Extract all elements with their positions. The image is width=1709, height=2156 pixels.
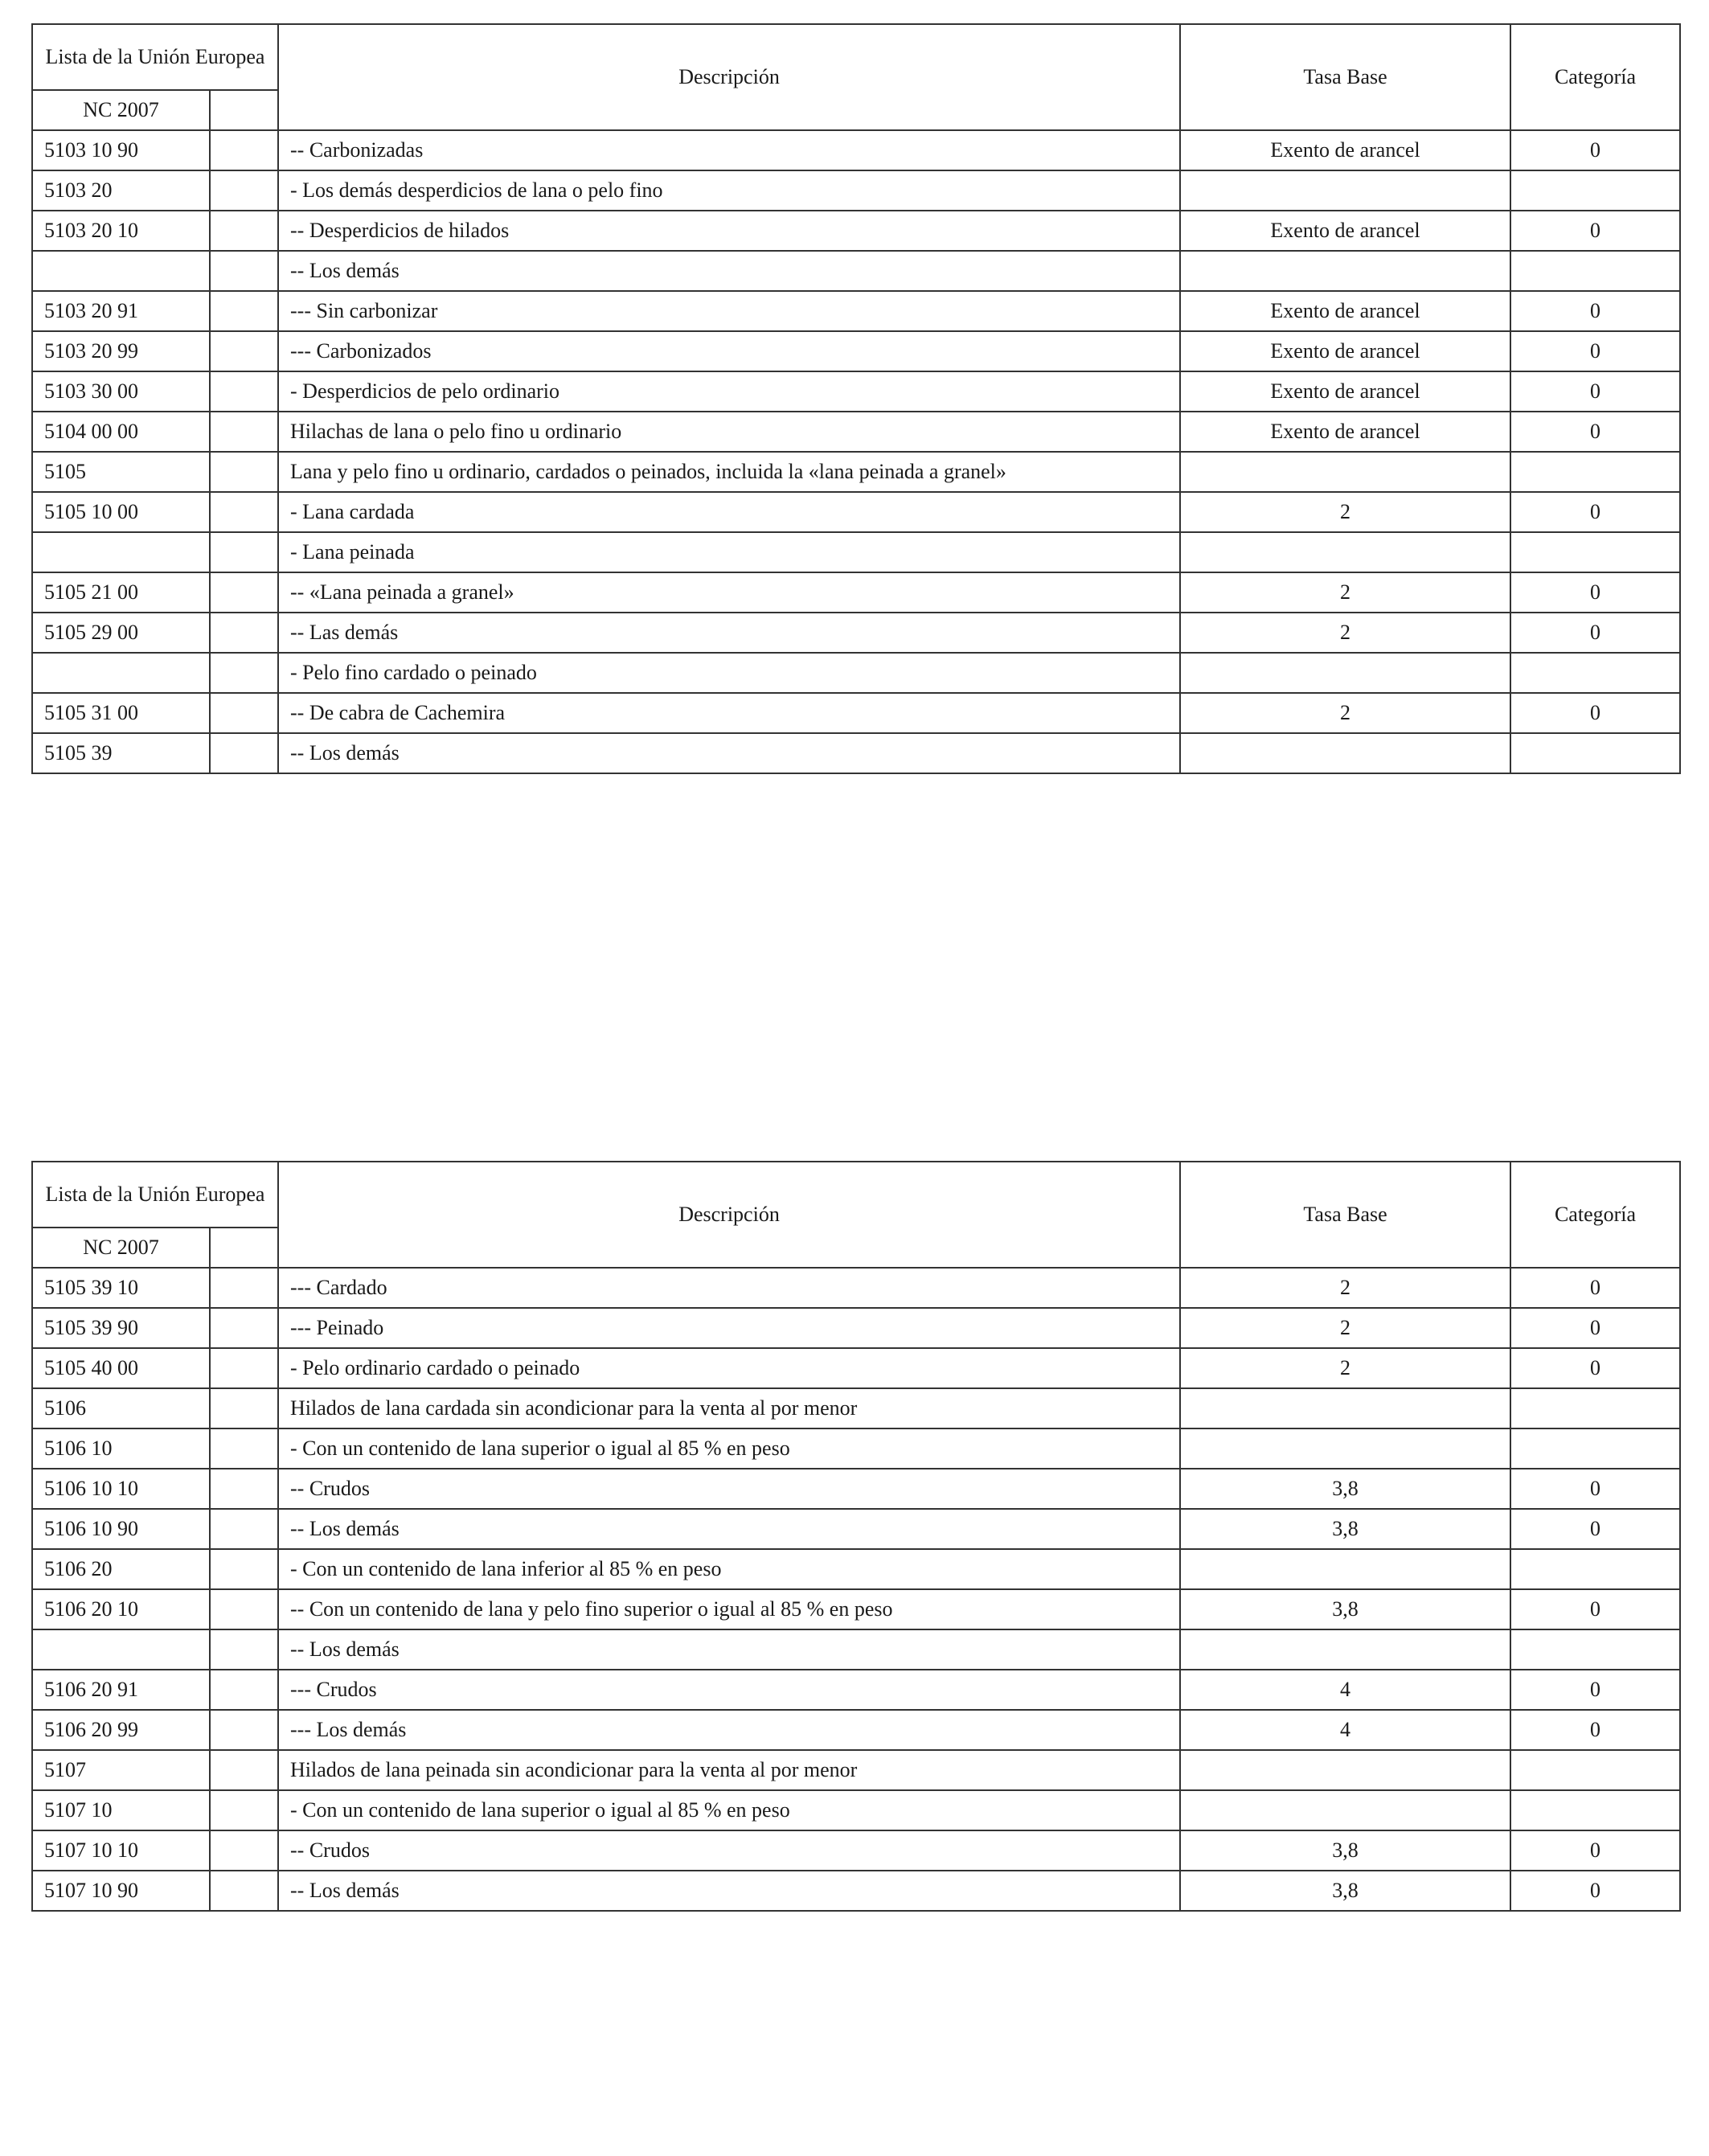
category-cell xyxy=(1510,1629,1680,1670)
description-cell: -- Los demás xyxy=(278,1509,1180,1549)
base-rate-header: Tasa Base xyxy=(1180,1162,1510,1268)
code-cell: 5103 10 90 xyxy=(32,130,210,170)
base-rate-cell: Exento de arancel xyxy=(1180,412,1510,452)
spacer-cell xyxy=(210,492,278,532)
base-rate-cell xyxy=(1180,733,1510,773)
code-cell: 5105 39 xyxy=(32,733,210,773)
description-cell: - Pelo ordinario cardado o peinado xyxy=(278,1348,1180,1388)
nc-2007-header: NC 2007 xyxy=(32,1228,210,1268)
spacer-cell xyxy=(210,1469,278,1509)
category-cell: 0 xyxy=(1510,1871,1680,1911)
category-cell: 0 xyxy=(1510,1830,1680,1871)
spacer-cell xyxy=(210,1629,278,1670)
category-cell: 0 xyxy=(1510,1710,1680,1750)
spacer-cell xyxy=(210,331,278,371)
spacer-cell xyxy=(210,693,278,733)
empty-header-cell xyxy=(210,1228,278,1268)
table-row xyxy=(32,1268,1680,1308)
description-cell: --- Crudos xyxy=(278,1670,1180,1710)
header-row xyxy=(32,24,1680,90)
category-header: Categoría xyxy=(1510,1162,1680,1268)
table-row xyxy=(32,532,1680,572)
spacer-cell xyxy=(210,1348,278,1388)
base-rate-cell xyxy=(1180,1790,1510,1830)
base-rate-cell xyxy=(1180,653,1510,693)
base-rate-cell: 3,8 xyxy=(1180,1589,1510,1629)
spacer-cell xyxy=(210,1308,278,1348)
spacer-cell xyxy=(210,130,278,170)
spacer-cell xyxy=(210,1428,278,1469)
code-cell: 5103 30 00 xyxy=(32,371,210,412)
base-rate-cell xyxy=(1180,1750,1510,1790)
base-rate-cell: 2 xyxy=(1180,1308,1510,1348)
category-cell: 0 xyxy=(1510,331,1680,371)
table-row xyxy=(32,1790,1680,1830)
category-cell xyxy=(1510,1790,1680,1830)
description-cell: -- Crudos xyxy=(278,1830,1180,1871)
category-cell xyxy=(1510,1750,1680,1790)
header-row xyxy=(32,1162,1680,1228)
table-row xyxy=(32,1388,1680,1428)
base-rate-cell: 2 xyxy=(1180,693,1510,733)
category-header: Categoría xyxy=(1510,24,1680,130)
category-cell xyxy=(1510,170,1680,211)
category-cell: 0 xyxy=(1510,693,1680,733)
code-cell: 5107 10 xyxy=(32,1790,210,1830)
table-row xyxy=(32,733,1680,773)
table-row xyxy=(32,572,1680,613)
spacer-cell xyxy=(210,412,278,452)
category-cell xyxy=(1510,653,1680,693)
category-cell: 0 xyxy=(1510,613,1680,653)
category-cell xyxy=(1510,251,1680,291)
code-cell: 5106 10 xyxy=(32,1428,210,1469)
code-cell: 5106 20 91 xyxy=(32,1670,210,1710)
code-cell xyxy=(32,532,210,572)
table-row xyxy=(32,613,1680,653)
category-cell: 0 xyxy=(1510,1469,1680,1509)
category-cell: 0 xyxy=(1510,572,1680,613)
description-cell: -- Las demás xyxy=(278,613,1180,653)
table-row xyxy=(32,170,1680,211)
code-cell: 5105 39 10 xyxy=(32,1268,210,1308)
description-cell: -- Con un contenido de lana y pelo fino superior o igual al 85 % en peso xyxy=(278,1589,1180,1629)
base-rate-cell: 4 xyxy=(1180,1670,1510,1710)
table-row xyxy=(32,1629,1680,1670)
code-cell: 5105 40 00 xyxy=(32,1348,210,1388)
code-cell: 5107 10 90 xyxy=(32,1871,210,1911)
table-row xyxy=(32,1871,1680,1911)
category-cell: 0 xyxy=(1510,1348,1680,1388)
spacer-cell xyxy=(210,371,278,412)
category-cell: 0 xyxy=(1510,371,1680,412)
category-cell xyxy=(1510,452,1680,492)
table-row xyxy=(32,693,1680,733)
description-cell: - Con un contenido de lana superior o igual al 85 % en peso xyxy=(278,1428,1180,1469)
base-rate-cell: 3,8 xyxy=(1180,1871,1510,1911)
code-cell xyxy=(32,1629,210,1670)
description-cell: - Con un contenido de lana superior o igual al 85 % en peso xyxy=(278,1790,1180,1830)
code-cell: 5106 10 10 xyxy=(32,1469,210,1509)
description-cell: - Con un contenido de lana inferior al 85 % en peso xyxy=(278,1549,1180,1589)
description-cell: Hilachas de lana o pelo fino u ordinario xyxy=(278,412,1180,452)
base-rate-cell: Exento de arancel xyxy=(1180,331,1510,371)
table-row xyxy=(32,653,1680,693)
table-row xyxy=(32,1509,1680,1549)
spacer-cell xyxy=(210,613,278,653)
table-row xyxy=(32,1670,1680,1710)
table-row xyxy=(32,291,1680,331)
spacer-cell xyxy=(210,1509,278,1549)
category-cell: 0 xyxy=(1510,1670,1680,1710)
description-cell: Hilados de lana peinada sin acondicionar para la venta al por menor xyxy=(278,1750,1180,1790)
table-row xyxy=(32,1428,1680,1469)
table-row xyxy=(32,1589,1680,1629)
code-cell: 5106 20 xyxy=(32,1549,210,1589)
base-rate-cell xyxy=(1180,532,1510,572)
category-cell: 0 xyxy=(1510,1509,1680,1549)
table-body xyxy=(32,24,1680,773)
code-cell: 5105 39 90 xyxy=(32,1308,210,1348)
description-header: Descripción xyxy=(278,24,1180,130)
table-row xyxy=(32,1308,1680,1348)
category-cell: 0 xyxy=(1510,492,1680,532)
description-cell: -- Crudos xyxy=(278,1469,1180,1509)
spacer-cell xyxy=(210,291,278,331)
base-rate-cell: Exento de arancel xyxy=(1180,371,1510,412)
spacer-cell xyxy=(210,1871,278,1911)
description-cell: -- «Lana peinada a granel» xyxy=(278,572,1180,613)
spacer-cell xyxy=(210,1750,278,1790)
code-cell: 5106 xyxy=(32,1388,210,1428)
table-body xyxy=(32,1162,1680,1911)
description-cell: -- De cabra de Cachemira xyxy=(278,693,1180,733)
code-cell: 5103 20 99 xyxy=(32,331,210,371)
spacer-cell xyxy=(210,1830,278,1871)
nc-2007-header: NC 2007 xyxy=(32,90,210,130)
base-rate-cell: Exento de arancel xyxy=(1180,130,1510,170)
code-cell: 5105 31 00 xyxy=(32,693,210,733)
description-cell: -- Los demás xyxy=(278,733,1180,773)
code-cell: 5103 20 xyxy=(32,170,210,211)
description-cell: - Los demás desperdicios de lana o pelo fino xyxy=(278,170,1180,211)
table-row xyxy=(32,1549,1680,1589)
tariff-table xyxy=(31,23,1681,774)
category-cell xyxy=(1510,1549,1680,1589)
base-rate-cell: Exento de arancel xyxy=(1180,291,1510,331)
table-row xyxy=(32,211,1680,251)
description-cell: -- Los demás xyxy=(278,251,1180,291)
base-rate-cell: Exento de arancel xyxy=(1180,211,1510,251)
table-row xyxy=(32,251,1680,291)
tariff-table xyxy=(31,1161,1681,1912)
spacer-cell xyxy=(210,251,278,291)
table-row xyxy=(32,371,1680,412)
table-row xyxy=(32,331,1680,371)
spacer-cell xyxy=(210,532,278,572)
code-cell: 5105 10 00 xyxy=(32,492,210,532)
spacer-cell xyxy=(210,211,278,251)
code-cell: 5105 29 00 xyxy=(32,613,210,653)
spacer-cell xyxy=(210,170,278,211)
base-rate-cell: 3,8 xyxy=(1180,1509,1510,1549)
table-row xyxy=(32,492,1680,532)
table-row xyxy=(32,412,1680,452)
base-rate-cell: 2 xyxy=(1180,1348,1510,1388)
code-cell: 5104 00 00 xyxy=(32,412,210,452)
description-cell: --- Los demás xyxy=(278,1710,1180,1750)
base-rate-cell xyxy=(1180,452,1510,492)
code-cell: 5107 xyxy=(32,1750,210,1790)
spacer-cell xyxy=(210,1710,278,1750)
description-cell: -- Los demás xyxy=(278,1871,1180,1911)
spacer-cell xyxy=(210,733,278,773)
spacer-cell xyxy=(210,1589,278,1629)
category-cell: 0 xyxy=(1510,1589,1680,1629)
table-row xyxy=(32,1750,1680,1790)
code-cell: 5105 21 00 xyxy=(32,572,210,613)
base-rate-cell xyxy=(1180,1629,1510,1670)
code-cell: 5103 20 91 xyxy=(32,291,210,331)
empty-header-cell xyxy=(210,90,278,130)
category-cell xyxy=(1510,1388,1680,1428)
description-cell: - Lana cardada xyxy=(278,492,1180,532)
table-row xyxy=(32,1710,1680,1750)
description-cell: --- Cardado xyxy=(278,1268,1180,1308)
base-rate-cell xyxy=(1180,251,1510,291)
description-cell: Hilados de lana cardada sin acondicionar para la venta al por menor xyxy=(278,1388,1180,1428)
table-row xyxy=(32,1348,1680,1388)
code-cell xyxy=(32,653,210,693)
spacer-cell xyxy=(210,1268,278,1308)
category-cell xyxy=(1510,733,1680,773)
code-cell xyxy=(32,251,210,291)
code-cell: 5106 20 99 xyxy=(32,1710,210,1750)
spacer-cell xyxy=(210,653,278,693)
description-cell: - Pelo fino cardado o peinado xyxy=(278,653,1180,693)
category-cell xyxy=(1510,532,1680,572)
base-rate-cell xyxy=(1180,1428,1510,1469)
spacer-cell xyxy=(210,452,278,492)
code-cell: 5107 10 10 xyxy=(32,1830,210,1871)
base-rate-cell xyxy=(1180,1549,1510,1589)
spacer-cell xyxy=(210,1670,278,1710)
code-cell: 5103 20 10 xyxy=(32,211,210,251)
category-cell: 0 xyxy=(1510,1308,1680,1348)
description-cell: -- Carbonizadas xyxy=(278,130,1180,170)
category-cell: 0 xyxy=(1510,211,1680,251)
description-cell: -- Desperdicios de hilados xyxy=(278,211,1180,251)
category-cell: 0 xyxy=(1510,1268,1680,1308)
description-cell: -- Los demás xyxy=(278,1629,1180,1670)
base-rate-cell: 2 xyxy=(1180,572,1510,613)
table-row xyxy=(32,130,1680,170)
category-cell: 0 xyxy=(1510,291,1680,331)
table-row xyxy=(32,1830,1680,1871)
base-rate-cell: 2 xyxy=(1180,492,1510,532)
base-rate-cell: 3,8 xyxy=(1180,1830,1510,1871)
category-cell: 0 xyxy=(1510,130,1680,170)
code-cell: 5105 xyxy=(32,452,210,492)
description-cell: --- Peinado xyxy=(278,1308,1180,1348)
spacer-cell xyxy=(210,1549,278,1589)
spacer-cell xyxy=(210,1388,278,1428)
description-header: Descripción xyxy=(278,1162,1180,1268)
description-cell: --- Sin carbonizar xyxy=(278,291,1180,331)
code-cell: 5106 10 90 xyxy=(32,1509,210,1549)
description-cell: - Lana peinada xyxy=(278,532,1180,572)
base-rate-cell: 2 xyxy=(1180,613,1510,653)
description-cell: Lana y pelo fino u ordinario, cardados o peinados, incluida la «lana peinada a granel» xyxy=(278,452,1180,492)
base-rate-cell: 3,8 xyxy=(1180,1469,1510,1509)
category-cell: 0 xyxy=(1510,412,1680,452)
eu-list-header: Lista de la Unión Europea xyxy=(32,24,278,90)
base-rate-cell xyxy=(1180,1388,1510,1428)
description-cell: - Desperdicios de pelo ordinario xyxy=(278,371,1180,412)
table-row xyxy=(32,452,1680,492)
spacer-cell xyxy=(210,1790,278,1830)
spacer-cell xyxy=(210,572,278,613)
eu-list-header: Lista de la Unión Europea xyxy=(32,1162,278,1228)
description-cell: --- Carbonizados xyxy=(278,331,1180,371)
code-cell: 5106 20 10 xyxy=(32,1589,210,1629)
base-rate-cell: 2 xyxy=(1180,1268,1510,1308)
table-row xyxy=(32,1469,1680,1509)
base-rate-cell xyxy=(1180,170,1510,211)
category-cell xyxy=(1510,1428,1680,1469)
base-rate-header: Tasa Base xyxy=(1180,24,1510,130)
base-rate-cell: 4 xyxy=(1180,1710,1510,1750)
